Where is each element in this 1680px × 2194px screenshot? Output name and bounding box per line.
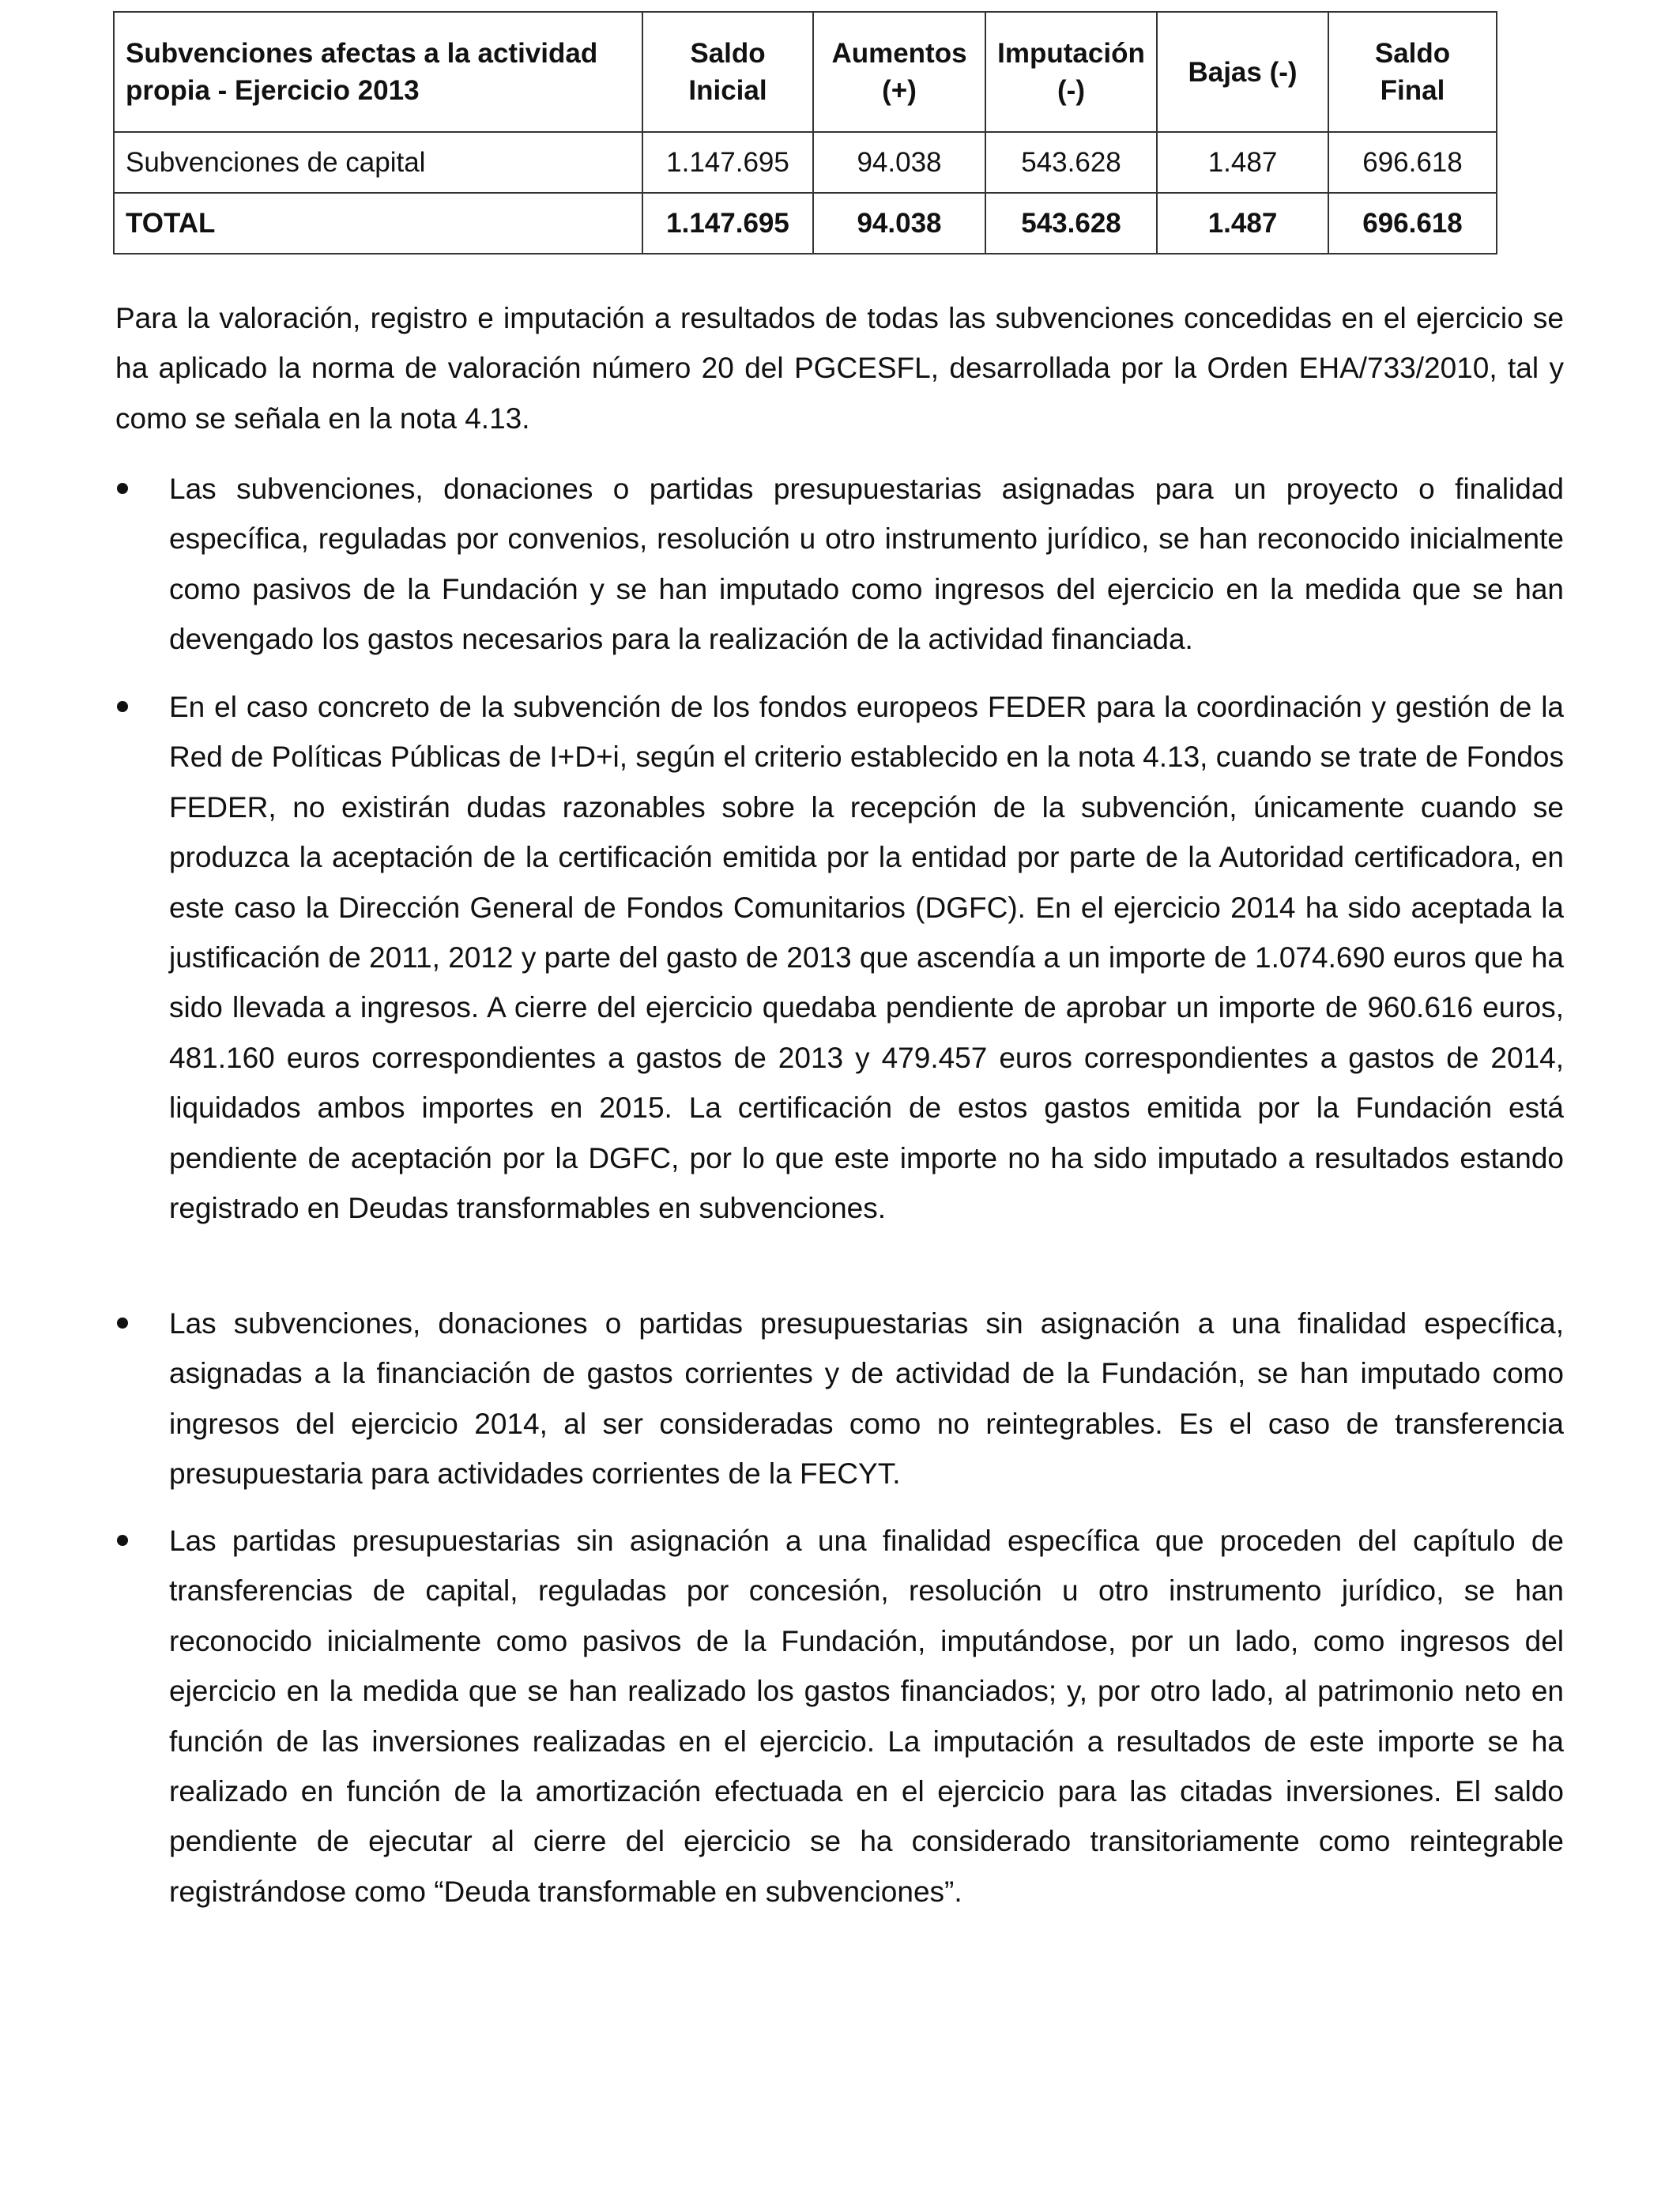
header-saldo-final: Saldo Final [1328,12,1497,132]
subsidies-table [113,11,1497,254]
total-aumentos: 94.038 [813,193,985,254]
row-saldo-inicial: 1.147.695 [642,132,813,193]
total-saldo-inicial: 1.147.695 [642,193,813,254]
header-aumentos-label: Aumentos (+) [831,38,967,106]
header-saldo-inicial [642,12,813,132]
total-imputacion: 543.628 [985,193,1157,254]
table-header-row [114,12,1497,132]
bullet-text-4: Las partidas presupuestarias sin asignación a una finalidad específica que proceden del capítulo de transferencias de capital, reguladas por concesión, resolución u otro instrumento jurídico, se han reconocido inicialmente como pasivos de la Fundación, imputándose, por un lado, como ingresos del ejercicio en la medida que se han realizado los gastos financiados; y, por otro lado, al patrimonio neto en función de las inversiones realizadas en el ejercicio. La imputación a resultados de este importe se ha realizado en función de la amortización efectuada en el ejercicio para las citadas inversiones. El saldo pendiente de ejecutar al cierre del ejercicio se ha considerado transitoriamente como reintegrable registrándose como “Deuda transformable en subvenciones”. [169,1525,1564,1908]
total-bajas: 1.487 [1157,193,1328,254]
header-concept: Subvenciones afectas a la actividad propia - Ejercicio 2013 [114,12,642,132]
header-aumentos [813,12,985,132]
header-saldo-inicial-label: Saldo Inicial [688,38,767,106]
bullet-text-2: En el caso concreto de la subvención de los fondos europeos FEDER para la coordinación y gestión de la Red de Políticas Públicas de I+D+i, según el criterio establecido en la nota 4.13, cuando se trate de Fondos FEDER, no existirán dudas razonables sobre la recepción de la subvención, únicamente cuando se produzca la aceptación de la certificación emitida por la entidad por parte de la Autoridad certificadora, en este caso la Dirección General de Fondos Comunitarios (DGFC). En el ejercicio 2014 ha sido aceptada la justificación de 2011, 2012 y parte del gasto de 2013 que ascendía a un importe de 1.074.690 euros que ha sido llevada a ingresos. A cierre del ejercicio quedaba pendiente de aprobar un importe de 960.616 euros, 481.160 euros correspondientes a gastos de 2013 y 479.457 euros correspondientes a gastos de 2014, liquidados ambos importes en 2015. La certificación de estos gastos emitida por la Fundación está pendiente de aceptación por la DGFC, por lo que este importe no ha sido imputado a resultados estando registrado en Deudas transformables en subvenciones. [169,691,1564,1225]
bullet-dot-icon [115,682,155,732]
bullet-dot-icon [115,464,155,514]
row-imputacion: 543.628 [985,132,1157,193]
table-row [114,132,1497,193]
header-bajas: Bajas (-) [1157,12,1328,132]
bullet-dot-icon [115,1516,155,1566]
row-aumentos: 94.038 [813,132,985,193]
header-imputacion [985,12,1157,132]
bullet-dot-icon [115,1299,155,1348]
header-imputacion-label: Imputación (-) [997,38,1145,106]
total-concept: TOTAL [114,193,642,254]
intro-paragraph: Para la valoración, registro e imputación a resultados de todas las subvenciones concedidas en el ejercicio se ha aplicado la norma de valoración número 20 del PGCESFL, desarrollada por la Orden EHA/733/2010, tal y como se señala en la nota 4.13. [115,302,1564,435]
bullet-text-1: Las subvenciones, donaciones o partidas presupuestarias asignadas para un proyecto o finalidad específica, reguladas por convenios, resolución u otro instrumento jurídico, se han reconocido inicialmente como pasivos de la Fundación y se han imputado como ingresos del ejercicio en la medida que se han devengado los gastos necesarios para la realización de la actividad financiada. [169,473,1564,656]
row-concept: Subvenciones de capital [114,132,642,193]
row-saldo-final: 696.618 [1328,132,1497,193]
total-saldo-final: 696.618 [1328,193,1497,254]
row-bajas: 1.487 [1157,132,1328,193]
bullet-text-3: Las subvenciones, donaciones o partidas presupuestarias sin asignación a una finalidad específica, asignadas a la financiación de gastos corrientes y de actividad de la Fundación, se han imputado como ingresos del ejercicio 2014, al ser consideradas como no reintegrables. Es el caso de transferencia presupuestaria para actividades corrientes de la FECYT. [169,1307,1564,1491]
table-total-row [114,193,1497,254]
